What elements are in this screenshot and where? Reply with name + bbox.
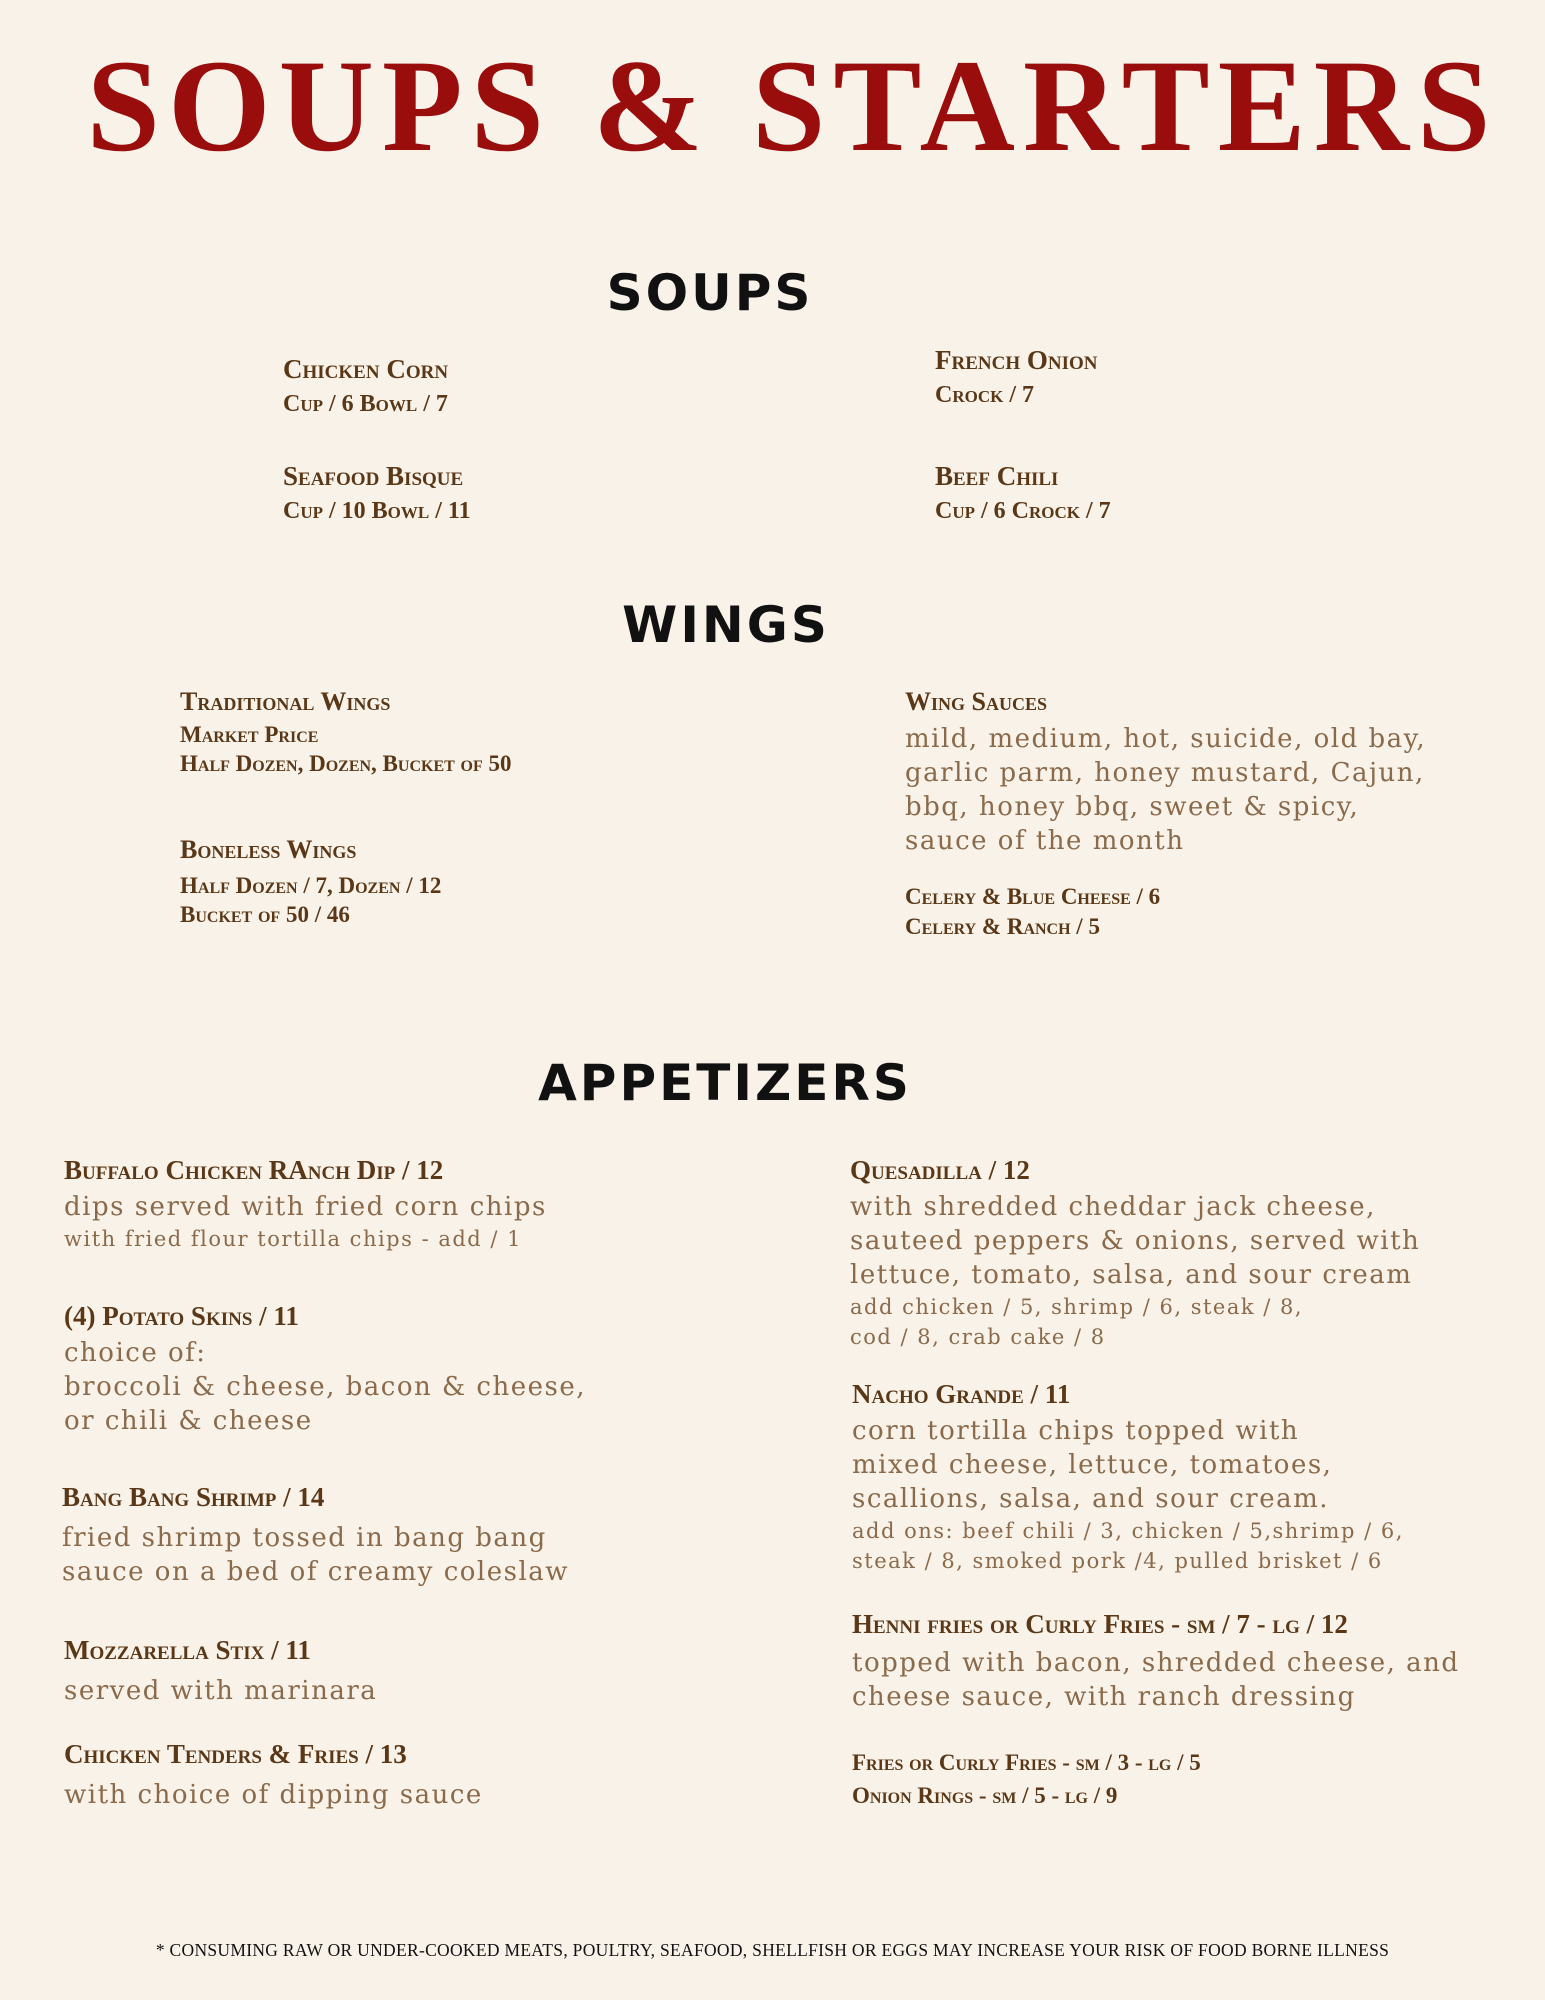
item-desc: scallions, salsa, and sour cream. [852,1483,1330,1514]
item-name: Seafood Bisque [283,461,464,491]
fries-item: Onion Rings - sm / 5 - lg / 9 [852,1783,1118,1808]
item-name: Nacho Grande / 11 [852,1379,1071,1409]
app-bang-bang-shrimp [62,1483,569,1589]
app-quesadilla [850,1156,1420,1352]
sauce-line: bbq, honey bbq, sweet & spicy, [905,791,1360,822]
side-item: Celery & Ranch / 5 [905,914,1100,939]
item-name: Beef Chili [935,461,1059,491]
app-nacho-grande [852,1380,1404,1576]
item-name: Boneless Wings [180,835,357,864]
boneless-wings [180,836,441,930]
item-desc: with shredded cheddar jack cheese, [850,1191,1376,1222]
soup-beef-chili [935,462,1111,527]
item-name: Henni fries or Curly Fries - sm / 7 - lg / 12 [852,1609,1348,1639]
soup-seafood-bisque [283,462,471,527]
soups-heading: SOUPS [606,264,814,322]
item-desc: with choice of dipping sauce [64,1779,483,1810]
sauce-line: sauce of the month [905,825,1185,856]
item-desc: fried shrimp tossed in bang bang [62,1522,547,1553]
item-name: Buffalo Chicken RAnch Dip / 12 [64,1155,444,1185]
item-desc: sauteed peppers & onions, served with [850,1225,1421,1256]
item-name: Bang Bang Shrimp / 14 [62,1482,325,1512]
item-desc: sauce on a bed of creamy coleslaw [62,1556,570,1587]
item-name: Traditional Wings [180,687,391,716]
item-note: with fried flour tortilla chips - add / 1 [64,1226,523,1251]
item-name: Quesadilla / 12 [850,1155,1030,1185]
item-desc: lettuce, tomato, salsa, and sour cream [850,1259,1413,1290]
item-desc: served with marinara [64,1675,378,1706]
wing-sauces [905,688,1426,858]
item-note: cod / 8, crab cake / 8 [850,1324,1106,1349]
appetizers-heading: APPETIZERS [538,1054,912,1112]
page-title: SOUPS & STARTERS [86,32,1499,179]
item-desc: mixed cheese, lettuce, tomatoes, [852,1449,1333,1480]
item-price: Cup / 6 Crock / 7 [935,497,1111,524]
fries-item: Fries or Curly Fries - sm / 3 - lg / 5 [852,1750,1201,1775]
item-desc: choice of: [64,1337,207,1368]
sauce-line: garlic parm, honey mustard, Cajun, [905,757,1425,788]
item-line: Half Dozen / 7, Dozen / 12 [180,872,442,898]
side-item: Celery & Blue Cheese / 6 [905,884,1161,909]
item-price: Cup / 6 Bowl / 7 [283,390,448,417]
app-buffalo-dip [64,1156,547,1254]
item-line: Half Dozen, Dozen, Bucket of 50 [180,751,512,777]
celery-sides [905,882,1160,942]
item-desc: dips served with fried corn chips [64,1191,547,1222]
item-note: steak / 8, smoked pork /4, pulled brisket / 6 [852,1548,1383,1573]
sauce-line: mild, medium, hot, suicide, old bay, [905,723,1427,754]
item-name: (4) Potato Skins / 11 [64,1301,299,1331]
app-mozzarella-stix [64,1636,377,1708]
item-desc: or chili & cheese [64,1405,313,1436]
item-desc: corn tortilla chips topped with [852,1415,1300,1446]
item-name: Chicken Corn [283,354,449,384]
item-name: Chicken Tenders & Fries / 13 [64,1739,407,1769]
item-desc: cheese sauce, with ranch dressing [852,1681,1356,1712]
wings-heading: WINGS [622,596,830,654]
soup-french-onion [935,346,1097,411]
fries-and-rings [852,1746,1201,1812]
app-chicken-tenders [64,1740,483,1812]
item-line: Bucket of 50 / 46 [180,902,350,928]
item-name: Wing Sauces [905,687,1047,716]
item-name: French Onion [935,345,1098,375]
item-name: Mozzarella Stix / 11 [64,1635,311,1665]
health-disclaimer: * CONSUMING RAW OR UNDER-COOKED MEATS, POULTRY, SEAFOOD, SHELLFISH OR EGGS MAY INCREASE YOUR RISK OF FOOD BORNE ILLNESS [155,1940,1390,1960]
app-potato-skins [64,1302,586,1438]
app-henni-fries [852,1610,1460,1714]
item-note: add ons: beef chili / 3, chicken / 5,shrimp / 6, [852,1518,1404,1543]
item-price: Cup / 10 Bowl / 11 [283,497,471,524]
item-desc: broccoli & cheese, bacon & cheese, [64,1371,586,1402]
traditional-wings [180,688,512,779]
item-line: Market Price [180,721,319,747]
item-price: Crock / 7 [935,381,1034,408]
item-note: add chicken / 5, shrimp / 6, steak / 8, [850,1294,1304,1319]
item-desc: topped with bacon, shredded cheese, and [852,1647,1460,1678]
soup-chicken-corn [283,355,448,420]
